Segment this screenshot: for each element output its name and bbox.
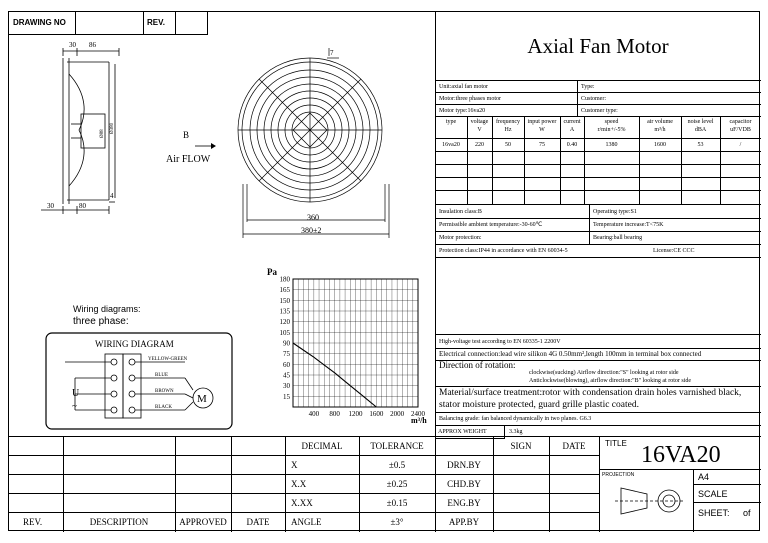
drawing-no-label: DRAWING NO (13, 18, 66, 27)
tolerance-decimal: X.XX (291, 498, 313, 508)
paper-size: A4 (698, 472, 710, 482)
fan-drawing (9, 34, 435, 244)
signoff-role: ENG.BY (447, 498, 481, 508)
sign-header: SIGN (510, 441, 532, 451)
spec-column-title: current (563, 119, 581, 125)
spec-cell: 1380 (605, 142, 618, 148)
weight-value: 3.3kg (509, 429, 523, 435)
rotation-title: Direction of rotation: (439, 360, 516, 370)
chart-xtick-label: 1200 (348, 410, 363, 418)
approved-column-label: APPROVED (179, 517, 227, 527)
dim-86: 86 (89, 41, 96, 49)
spec-column-header (560, 118, 584, 134)
dim-80: 80 (79, 202, 86, 210)
chart-xtick-label: 400 (308, 410, 320, 418)
sheet-label: SHEET: (698, 508, 730, 518)
airflow-b: B (183, 130, 190, 140)
chart-ytick-label: 180 (279, 275, 290, 284)
chart-ytick-label: 150 (279, 296, 290, 305)
wire-label-2: BLUE (155, 373, 169, 378)
wiring-diagram-title: WIRING DIAGRAM (95, 339, 174, 349)
wire-label-4: BLACK (155, 405, 172, 410)
chart-ytick-label: 15 (283, 392, 290, 401)
chart-xtick-label: 2000 (390, 410, 405, 418)
spec-cell: 0.40 (566, 142, 578, 148)
spec-column-header (584, 118, 639, 134)
spec-column-header (492, 118, 524, 134)
spec-column-unit: uF/VDB (730, 127, 751, 133)
spec-column-title: voltage (470, 119, 489, 125)
signoff-role: CHD.BY (447, 479, 481, 489)
motor-type-text: Motor type:16va20 (439, 108, 486, 114)
wiring-title-1: Wiring diagrams: (73, 304, 141, 314)
tilde-label: ~ (72, 401, 77, 411)
chart-ytick-label: 165 (279, 286, 290, 295)
signoff-role: DRN.BY (447, 460, 481, 470)
chart-xlabel: m³/h (411, 416, 427, 425)
spec-column-title: speed (604, 119, 619, 125)
rev-label: REV. (147, 18, 165, 27)
spec-column-unit: m³/h (654, 127, 666, 133)
rev-date-column-label: DATE (246, 517, 270, 527)
projection-label: PROJECTION (602, 472, 635, 478)
drawing-sheet (8, 11, 760, 531)
spec-cell: 1600 (654, 142, 666, 148)
spec-column-header (467, 118, 492, 134)
spec-column-header (524, 118, 560, 134)
spec-column-header (720, 118, 761, 134)
u-label: U (72, 388, 80, 399)
airflow-label: Air FLOW (166, 154, 211, 165)
temp-increase-text: Temperature increase:T<75K (593, 222, 664, 228)
spec-column-title: input power (527, 119, 557, 125)
tolerance-value: ±0.15 (386, 498, 408, 508)
chart-ytick-label: 75 (283, 350, 290, 359)
chart-ytick-label: 90 (283, 339, 290, 348)
drawing-title: 16VA20 (641, 442, 721, 468)
chart-ytick-label: 45 (283, 371, 290, 380)
dim-4: 4 (110, 192, 114, 200)
license-text: License:CE CCC (653, 248, 695, 254)
customer-label: Customer: (581, 96, 606, 102)
spec-column-unit: V (477, 127, 482, 133)
title-label: TITLE (605, 439, 627, 448)
dim-diameter-hub: Ø88 (100, 129, 105, 138)
spec-cell: 50 (505, 142, 511, 148)
protection-text: Motor protection: (439, 235, 482, 241)
wiring-diagram (45, 332, 235, 432)
spec-column-title: frequency (496, 119, 520, 125)
spec-column-title: noise level (687, 119, 714, 125)
operating-type-text: Operating type:S1 (593, 209, 637, 215)
electrical-text: Electrical connection:lead wire silikon 4G 0.50mm²,length 100mm in terminal box connected (439, 350, 702, 358)
dim-360: 360 (307, 213, 319, 222)
ambient-text: Permissible ambient temperature:-30-60℃ (439, 222, 543, 228)
chart-ytick-label: 105 (279, 328, 290, 337)
front-view-grille (238, 48, 389, 238)
rotation-line-2: Anticlockwise(blowing), airflow direction:"B" looking at rotor side (529, 378, 692, 384)
spec-column-title: capacitor (729, 119, 752, 125)
chart-xtick-label: 800 (329, 410, 340, 418)
motor-symbol: M (197, 393, 207, 405)
performance-chart (249, 267, 439, 433)
type-label: Type: (581, 84, 595, 90)
spec-cell: / (739, 142, 742, 148)
spec-cell: 16va20 (442, 142, 460, 148)
dim-30-top: 30 (69, 41, 76, 49)
tolerance-value: ±0.5 (388, 460, 406, 470)
spec-table (435, 116, 761, 204)
dim-380: 380±2 (301, 226, 322, 235)
signoff-role: APP.BY (448, 517, 480, 527)
weight-label: APPROX WEIGHT (438, 429, 487, 435)
dim-7: 7 (330, 49, 334, 57)
material-text: Material/surface treatment:rotor with condensation drain holes varnished black, stator moisture protected, guard grille plastic coated. (439, 388, 742, 410)
document-title: Axial Fan Motor (527, 33, 669, 58)
spec-column-unit: W (539, 127, 545, 133)
chart-ytick-label: 120 (279, 318, 290, 327)
spec-column-unit: A (569, 127, 575, 133)
date-header: DATE (562, 441, 586, 451)
chart-ytick-label: 30 (283, 382, 290, 391)
bearing-text: Bearing:ball bearing (593, 235, 643, 241)
spec-column-unit: r/min+/-5% (597, 127, 626, 133)
description-column-label: DESCRIPTION (89, 517, 149, 527)
dim-diameter-side: Ø380 (110, 122, 115, 134)
wire-label-1: YELLOW-GREEN (148, 357, 188, 362)
rotation-line-1: clockwise(sucking) Airflow direction:"S" looking at rotor side (529, 370, 679, 376)
side-view (41, 48, 119, 214)
tolerance-value: ±3° (390, 517, 404, 527)
spec-cell: 53 (697, 142, 704, 148)
spec-cell: 220 (475, 142, 484, 148)
hv-test-text: High-voltage test according to EN 60335-1 2200V (439, 339, 561, 345)
scale-label: SCALE (698, 489, 728, 499)
dim-30-bottom: 30 (47, 202, 54, 210)
unit-text: Unit:axial fan motor (439, 84, 488, 90)
spec-column-header (435, 118, 467, 126)
chart-xtick-label: 1600 (369, 410, 384, 418)
chart-ylabel: Pa (267, 267, 277, 277)
motor-text: Motor:three phases motor (439, 96, 501, 102)
customer-type-label: Customer type: (581, 108, 618, 114)
tolerance-decimal: X.X (291, 479, 307, 489)
insulation-text: Insulation class:B (439, 209, 482, 215)
spec-column-unit: Hz (504, 127, 512, 133)
spec-column-unit: dBA (694, 127, 707, 133)
balancing-text: Balancing grade: fan balanced dynamically in two planes. G6.3 (439, 416, 592, 422)
tolerance-decimal: X (291, 460, 298, 470)
decimal-header: DECIMAL (301, 441, 343, 451)
tolerance-header: TOLERANCE (370, 441, 424, 451)
wiring-title-2: three phase: (73, 316, 129, 327)
tolerance-decimal: ANGLE (291, 517, 322, 527)
protection-class-text: Protection class:IP44 in accordance with EN 60034-5 (439, 248, 568, 254)
spec-column-header (681, 118, 720, 134)
projection-symbol (615, 480, 687, 520)
rev-column-label: REV. (23, 517, 43, 527)
sheet-of: of (743, 508, 751, 518)
tolerance-value: ±0.25 (386, 479, 408, 489)
spec-column-title: type (445, 119, 457, 125)
chart-ytick-label: 135 (279, 307, 290, 316)
spec-column-header (639, 118, 681, 134)
wire-label-3: BROWN (155, 389, 174, 394)
spec-column-title: air volume (647, 119, 673, 125)
spec-cell: 75 (539, 142, 545, 148)
chart-ytick-label: 60 (283, 360, 290, 369)
chart-xtick-label: 2400 (411, 410, 425, 418)
